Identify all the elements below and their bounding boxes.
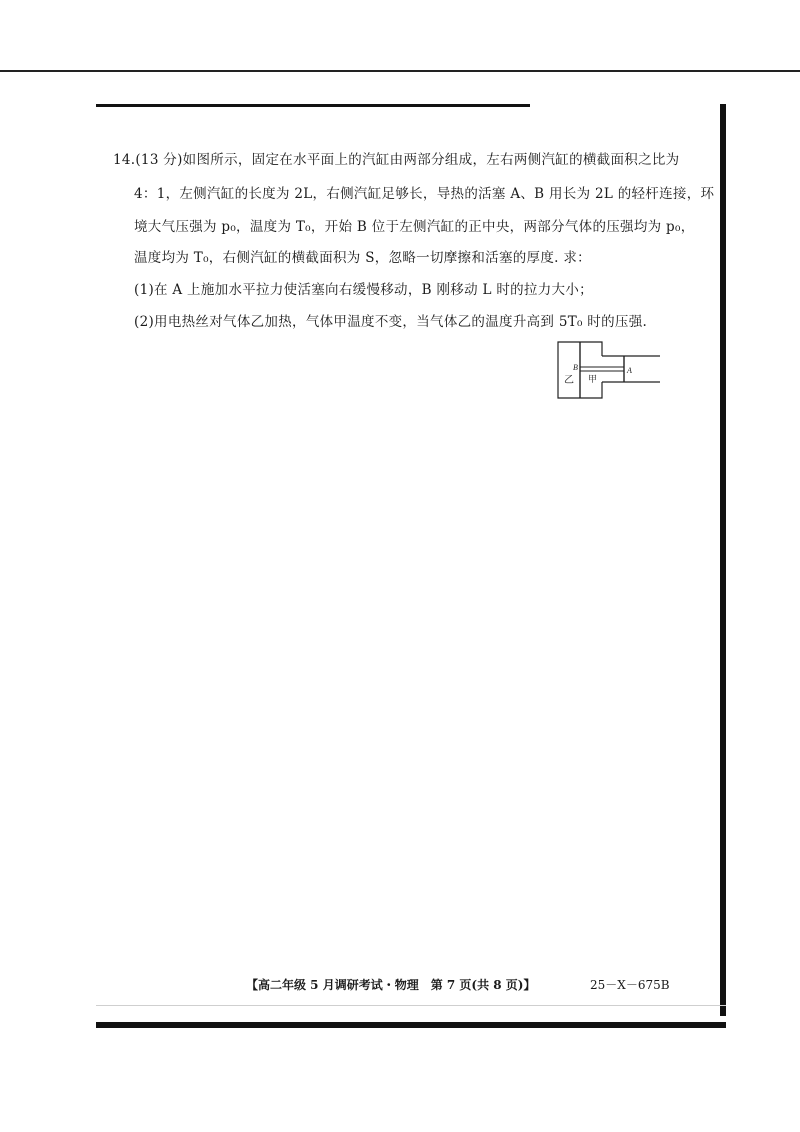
question-part-2: (2)用电热丝对气体乙加热，气体甲温度不变，当气体乙的温度升高到 5T₀ 时的压强. — [134, 314, 648, 330]
question-part-1: (1)在 A 上施加水平拉力使活塞向右缓慢移动，B 刚移动 L 时的拉力大小； — [134, 282, 593, 298]
question-line-3: 境大气压强为 p₀，温度为 T₀，开始 B 位于左侧汽缸的正中央，两部分气体的压强均为 p₀， — [134, 219, 695, 235]
label-gas-jia: 甲 — [588, 375, 598, 385]
question-line-2: 4：1，左侧汽缸的长度为 2L，右侧汽缸足够长，导热的活塞 A、B 用长为 2L 的轻杆连接，环 — [134, 186, 715, 202]
label-b: B — [573, 363, 578, 372]
cylinder-diagram — [556, 340, 666, 402]
top-header-rule — [96, 104, 530, 107]
footer-paper-code: 25－X－675B — [590, 978, 670, 992]
question-line-4: 温度均为 T₀，右侧汽缸的横截面积为 S，忽略一切摩擦和活塞的厚度. 求： — [134, 250, 591, 266]
dotted-scan-line — [96, 1005, 726, 1006]
question-line-1: 14.(13 分)如图所示，固定在水平面上的汽缸由两部分组成，左右两侧汽缸的横截面积之比为 — [113, 152, 680, 168]
footer-exam-title: 【高二年级 5 月调研考试・物理 第 7 页(共 8 页)】 — [246, 978, 536, 992]
label-a: A — [627, 366, 632, 375]
top-page-edge — [0, 70, 800, 72]
bottom-footer-rule — [96, 1022, 726, 1028]
label-gas-yi: 乙 — [564, 375, 574, 386]
right-margin-bar — [720, 104, 726, 1016]
